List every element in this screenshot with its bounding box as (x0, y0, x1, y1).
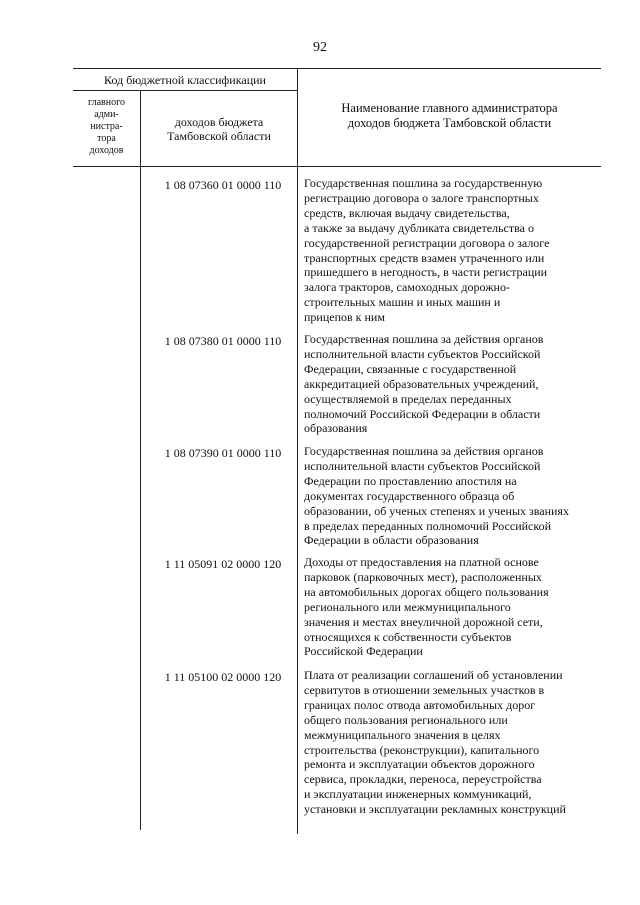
description-line: общего пользования регионального или (304, 712, 508, 727)
description-line: сервиса, прокладки, переноса, переустройства (304, 772, 542, 787)
description-line: транспортных средств взамен утраченного или (304, 250, 545, 265)
header-group-title: Код бюджетной классификации (104, 73, 266, 87)
header-revenue-column (141, 115, 297, 143)
description-line: образования (304, 421, 368, 436)
header-name-line: доходов бюджета Тамбовской области (347, 116, 552, 130)
header-admin-line: тора (97, 133, 116, 144)
description-line: в пределах переданных полномочий Российской (304, 518, 552, 533)
description-line: аккредитацией образовательных учреждений, (304, 376, 539, 391)
description-line: значения и местах внеуличной дорожной сети, (304, 614, 543, 629)
description-line: полномочий Российской Федерации в области (304, 406, 541, 421)
description-line: межмуниципального значения в целях (304, 727, 501, 742)
header-admin-line: доходов (89, 145, 124, 156)
revenue-description (304, 555, 596, 659)
header-admin-line: нистра- (90, 121, 123, 132)
page-number: 92 (313, 40, 327, 55)
revenue-description (304, 668, 596, 817)
description-line: документах государственного образца об (304, 488, 515, 503)
budget-code: 1 08 07390 01 0000 110 (164, 446, 282, 460)
description-line: залога тракторов, самоходных дорожно- (304, 280, 510, 295)
header-revenue-line: доходов бюджета (174, 115, 264, 129)
header-admin-line: главного (88, 97, 125, 108)
header-name-line: Наименование главного администратора (341, 101, 558, 115)
description-line: образовании, об ученых степенях и ученых званиях (304, 503, 569, 518)
budget-code: 1 11 05100 02 0000 120 (164, 670, 282, 684)
budget-code: 1 08 07360 01 0000 110 (164, 178, 282, 192)
header-admin-column (73, 97, 140, 157)
description-line: регистрацию договора о залоге транспортных (304, 190, 539, 205)
description-line: исполнительной власти субъектов Российской (304, 346, 541, 361)
description-line: и эксплуатации инженерных коммуникаций, (304, 787, 532, 802)
description-line: Федерации по проставлению апостиля на (304, 473, 517, 488)
header-revenue-line: Тамбовской области (167, 129, 271, 143)
header-bottom-rule (73, 166, 601, 167)
description-line: на автомобильных дорогах общего пользования (304, 584, 549, 599)
description-line: установки и эксплуатации рекламных конструкций (304, 802, 566, 817)
description-line: Государственная пошлина за действия органов (304, 332, 544, 346)
description-line: Доходы от предоставления на платной основе (304, 555, 539, 569)
description-line: осуществляемой в пределах переданных (304, 391, 512, 406)
description-line: Федерации, связанные с государственной (304, 361, 517, 376)
description-line: исполнительной власти субъектов Российской (304, 458, 541, 473)
description-line: относящихся к собственности субъектов (304, 629, 512, 644)
description-line: сервитутов в отношении земельных участков в (304, 682, 545, 697)
budget-code: 1 11 05091 02 0000 120 (164, 557, 282, 571)
table-top-rule (73, 68, 601, 69)
budget-code: 1 08 07380 01 0000 110 (164, 334, 282, 348)
description-line: прицепов к ним (304, 310, 385, 325)
description-line: Федерации в области образования (304, 533, 479, 548)
description-line: а также за выдачу дубликата свидетельства о (304, 220, 534, 235)
revenue-description (304, 332, 596, 436)
description-line: границах полос отвода автомобильных дорог (304, 697, 536, 712)
revenue-description (304, 176, 596, 325)
description-line: средств, включая выдачу свидетельства, (304, 205, 510, 220)
description-line: пришедшего в негодность, в части регистрации (304, 265, 548, 280)
description-line: Плата от реализации соглашений об установлении (304, 668, 563, 682)
description-line: Государственная пошлина за государственную (304, 176, 543, 190)
description-line: ремонта и эксплуатации объектов дорожного (304, 757, 535, 772)
description-line: строительства (реконструкции), капитального (304, 742, 540, 757)
header-group-rule (73, 90, 297, 91)
description-line: строительных машин и иных машин и (304, 295, 501, 310)
header-admin-line: адми- (94, 109, 119, 120)
description-line: парковок (парковочных мест), расположенных (304, 569, 542, 584)
description-line: регионального или межмуниципального (304, 599, 511, 614)
description-line: государственной регистрации договора о залоге (304, 235, 550, 250)
description-line: Российской Федерации (304, 644, 423, 659)
revenue-description (304, 444, 596, 548)
description-line: Государственная пошлина за действия органов (304, 444, 544, 458)
header-name-column (298, 101, 601, 131)
column-divider-left (140, 90, 141, 830)
